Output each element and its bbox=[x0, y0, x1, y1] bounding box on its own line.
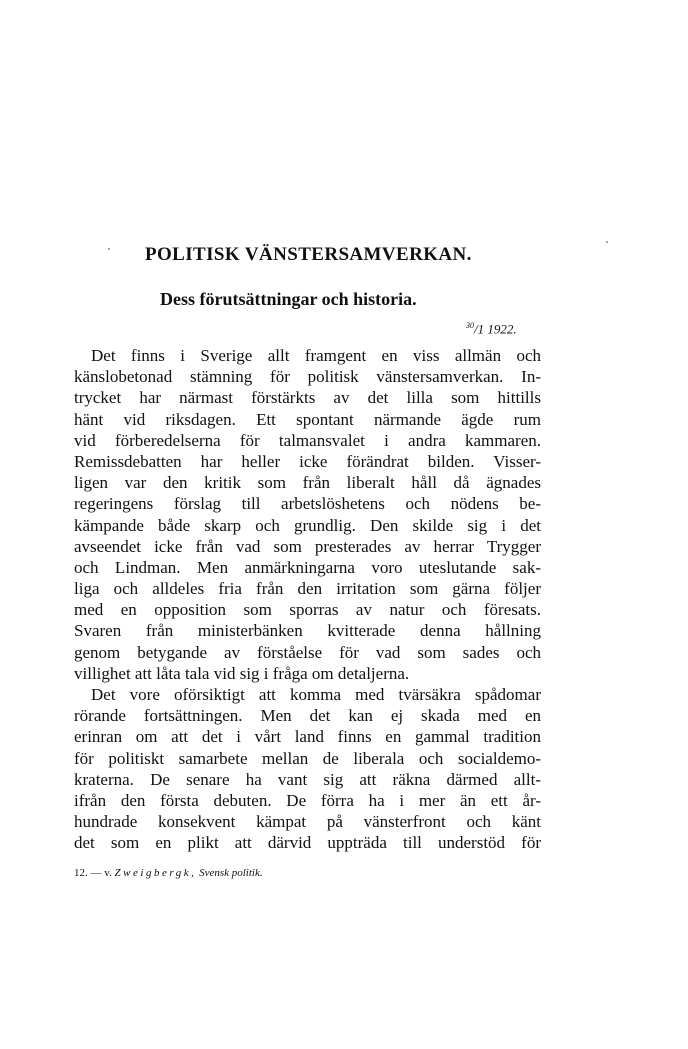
text-line: hundrade konsekvent kämpat på vänsterfront och känt bbox=[74, 812, 541, 832]
text-line: och Lindman. Men anmärkningarna voro uteslutande sak- bbox=[74, 557, 541, 577]
text-line: villighet att låta tala vid sig i fråga om detaljerna. bbox=[74, 663, 410, 683]
text-line: för politiskt samarbete mellan de liberala och socialdemo- bbox=[74, 748, 541, 768]
text-line: Remissdebatten har heller icke förändrat bilden. Visser- bbox=[74, 451, 541, 471]
text-line: det som en plikt att därvid uppträda till understöd för bbox=[74, 833, 541, 853]
text-line: regeringens förslag till arbetslöshetens och nödens be- bbox=[74, 494, 541, 514]
print-speck bbox=[108, 248, 110, 250]
signature-footer bbox=[74, 867, 263, 879]
text-line: känslobetonad stämning för politisk vänstersamverkan. In- bbox=[74, 367, 541, 387]
text-line: ligen var den kritik som från liberalt håll då ägnades bbox=[74, 473, 541, 493]
date-rest: /1 1922. bbox=[474, 321, 517, 337]
text-line: hänt vid riksdagen. Ett spontant närmande ägde rum bbox=[74, 409, 541, 429]
text-line: med en opposition som sporras av natur och föresats. bbox=[74, 600, 541, 620]
text-line: vid förberedelserna för talmansvalet i andra kammaren. bbox=[74, 430, 541, 450]
text-line: erinran om att det i vårt land finns en gammal tradition bbox=[74, 727, 541, 747]
footer-prefix: 12. — v. bbox=[74, 867, 115, 879]
text-line: rörande fortsättningen. Men det kan ej skada med en bbox=[74, 706, 541, 726]
text-line: kraterna. De senare ha vant sig att räkna därmed allt- bbox=[74, 769, 541, 789]
text-line: trycket har närmast förstärkts av det lilla som hittills bbox=[74, 388, 541, 408]
text-line: Svaren från ministerbänken kvitterade denna hållning bbox=[74, 621, 541, 641]
chapter-subtitle: Dess förutsättningar och historia. bbox=[160, 289, 417, 309]
body-text bbox=[74, 345, 541, 854]
text-line: Det vore oförsiktigt att komma med tvärsäkra spådomar bbox=[91, 685, 541, 704]
text-line: avseendet icke från vad som presterades av herrar Trygger bbox=[74, 536, 541, 556]
text-line: ifrån den första debuten. De förra ha i mer än ett år- bbox=[74, 790, 541, 810]
footer-author: Zweigbergk, bbox=[114, 867, 197, 879]
text-line: kämpande både skarp och grundlig. Den skilde sig i det bbox=[74, 515, 541, 535]
text-line: Det finns i Sverige allt framgent en viss allmän och bbox=[91, 346, 541, 365]
text-line: genom betygande av förståelse för vad som sades och bbox=[74, 642, 541, 662]
date-line bbox=[466, 321, 517, 337]
chapter-title: POLITISK VÄNSTERSAMVERKAN. bbox=[145, 244, 472, 265]
text-line: liga och alldeles fria från den irritation som gärna följer bbox=[74, 579, 541, 599]
footer-work: Svensk politik. bbox=[196, 867, 263, 879]
print-speck bbox=[606, 241, 608, 243]
date-day: 30 bbox=[466, 321, 474, 330]
